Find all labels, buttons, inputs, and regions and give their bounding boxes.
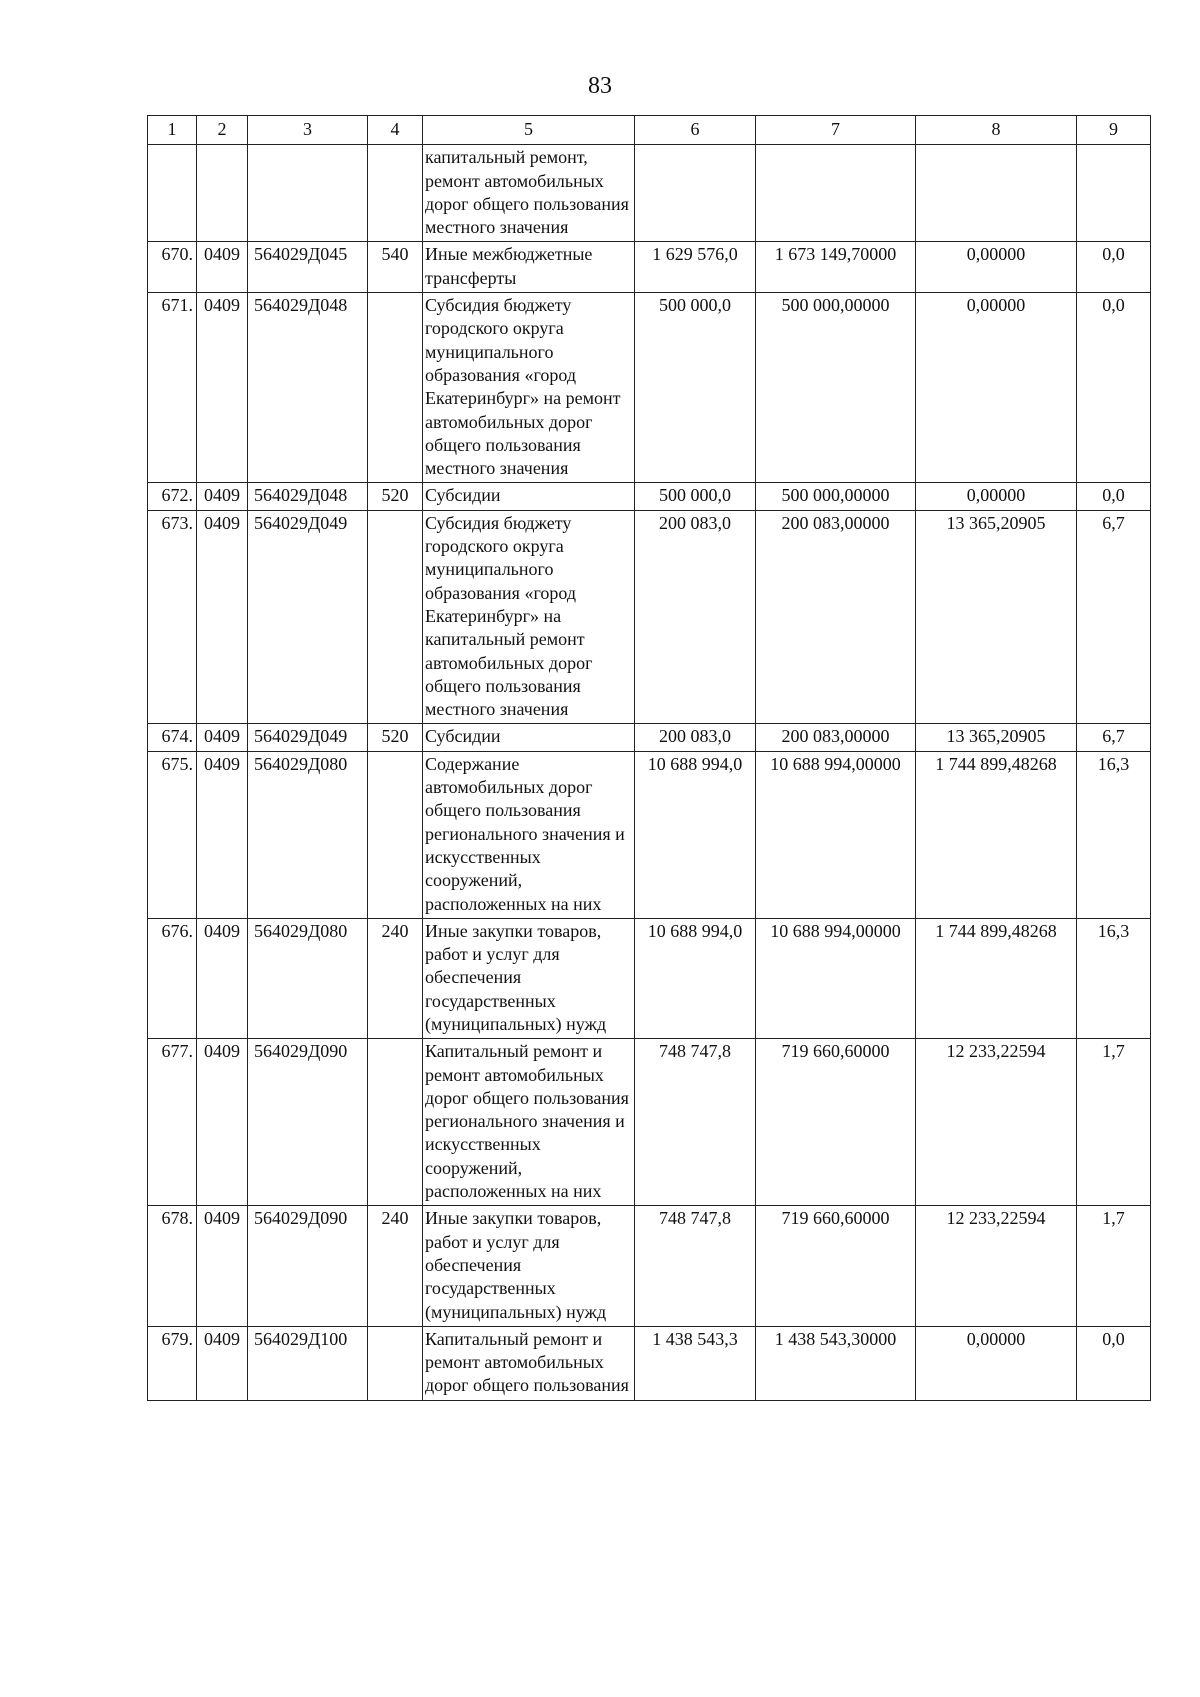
percent-column-9: 0,0 xyxy=(1077,293,1151,483)
table-row xyxy=(148,293,1151,483)
section-code: 0409 xyxy=(197,293,248,483)
value-column-7: 1 438 543,30000 xyxy=(756,1326,916,1400)
target-article-code: 564029Д048 xyxy=(248,293,368,483)
row-number: 673. xyxy=(148,510,197,724)
value-column-8: 12 233,22594 xyxy=(916,1039,1077,1206)
item-name: Субсидии xyxy=(423,724,635,751)
row-number: 674. xyxy=(148,724,197,751)
expense-type-code xyxy=(368,145,423,242)
column-header-9: 9 xyxy=(1077,116,1151,145)
value-column-8: 12 233,22594 xyxy=(916,1206,1077,1326)
value-column-7: 719 660,60000 xyxy=(756,1039,916,1206)
table-row xyxy=(148,242,1151,293)
table-row xyxy=(148,510,1151,724)
percent-column-9: 16,3 xyxy=(1077,751,1151,918)
column-header-8: 8 xyxy=(916,116,1077,145)
row-number: 678. xyxy=(148,1206,197,1326)
row-number: 677. xyxy=(148,1039,197,1206)
value-column-6: 1 438 543,3 xyxy=(635,1326,756,1400)
column-header-1: 1 xyxy=(148,116,197,145)
value-column-6 xyxy=(635,145,756,242)
row-number: 679. xyxy=(148,1326,197,1400)
percent-column-9: 1,7 xyxy=(1077,1206,1151,1326)
value-column-6: 10 688 994,0 xyxy=(635,751,756,918)
row-number: 675. xyxy=(148,751,197,918)
section-code: 0409 xyxy=(197,242,248,293)
table-row xyxy=(148,724,1151,751)
value-column-6: 200 083,0 xyxy=(635,510,756,724)
column-header-2: 2 xyxy=(197,116,248,145)
expense-type-code: 540 xyxy=(368,242,423,293)
item-name: Капитальный ремонт и ремонт автомобильных дорог общего пользования регионального значения и искусственных сооружений, расположенных на них xyxy=(423,1039,635,1206)
item-name: Субсидия бюджету городского округа муниципального образования «город Екатеринбург» на капитальный ремонт автомобильных дорог общего пользования местного значения xyxy=(423,510,635,724)
row-number: 672. xyxy=(148,483,197,510)
expense-type-code: 520 xyxy=(368,724,423,751)
percent-column-9: 1,7 xyxy=(1077,1039,1151,1206)
percent-column-9: 0,0 xyxy=(1077,1326,1151,1400)
row-number: 676. xyxy=(148,918,197,1038)
header-row xyxy=(148,116,1151,145)
value-column-7: 10 688 994,00000 xyxy=(756,751,916,918)
value-column-8: 13 365,20905 xyxy=(916,510,1077,724)
value-column-6: 500 000,0 xyxy=(635,483,756,510)
value-column-6: 1 629 576,0 xyxy=(635,242,756,293)
table-row xyxy=(148,1039,1151,1206)
item-name: Иные закупки товаров, работ и услуг для обеспечения государственных (муниципальных) нужд xyxy=(423,1206,635,1326)
column-header-4: 4 xyxy=(368,116,423,145)
column-header-7: 7 xyxy=(756,116,916,145)
section-code: 0409 xyxy=(197,918,248,1038)
value-column-8: 0,00000 xyxy=(916,483,1077,510)
percent-column-9: 0,0 xyxy=(1077,242,1151,293)
value-column-8: 1 744 899,48268 xyxy=(916,751,1077,918)
value-column-8: 0,00000 xyxy=(916,293,1077,483)
expense-type-code xyxy=(368,1326,423,1400)
value-column-6: 748 747,8 xyxy=(635,1206,756,1326)
table-row xyxy=(148,751,1151,918)
item-name: Субсидии xyxy=(423,483,635,510)
target-article-code: 564029Д049 xyxy=(248,724,368,751)
section-code: 0409 xyxy=(197,483,248,510)
budget-table xyxy=(147,115,1151,1401)
table-row xyxy=(148,918,1151,1038)
item-name: Иные межбюджетные трансферты xyxy=(423,242,635,293)
column-header-6: 6 xyxy=(635,116,756,145)
expense-type-code xyxy=(368,293,423,483)
target-article-code: 564029Д080 xyxy=(248,918,368,1038)
page-number: 83 xyxy=(588,73,612,99)
row-number: 670. xyxy=(148,242,197,293)
section-code: 0409 xyxy=(197,751,248,918)
percent-column-9: 6,7 xyxy=(1077,724,1151,751)
expense-type-code: 240 xyxy=(368,918,423,1038)
percent-column-9: 6,7 xyxy=(1077,510,1151,724)
value-column-7: 500 000,00000 xyxy=(756,293,916,483)
value-column-6: 10 688 994,0 xyxy=(635,918,756,1038)
target-article-code: 564029Д049 xyxy=(248,510,368,724)
item-name: Содержание автомобильных дорог общего пользования регионального значения и искусственных сооружений, расположенных на них xyxy=(423,751,635,918)
value-column-8 xyxy=(916,145,1077,242)
value-column-7: 10 688 994,00000 xyxy=(756,918,916,1038)
value-column-8: 0,00000 xyxy=(916,242,1077,293)
column-header-3: 3 xyxy=(248,116,368,145)
table-row xyxy=(148,1326,1151,1400)
column-header-5: 5 xyxy=(423,116,635,145)
target-article-code: 564029Д080 xyxy=(248,751,368,918)
expense-type-code: 240 xyxy=(368,1206,423,1326)
item-name: Иные закупки товаров, работ и услуг для обеспечения государственных (муниципальных) нужд xyxy=(423,918,635,1038)
expense-type-code xyxy=(368,1039,423,1206)
target-article-code: 564029Д045 xyxy=(248,242,368,293)
section-code: 0409 xyxy=(197,1206,248,1326)
value-column-8: 13 365,20905 xyxy=(916,724,1077,751)
table-body xyxy=(148,116,1151,1401)
section-code: 0409 xyxy=(197,1039,248,1206)
value-column-8: 0,00000 xyxy=(916,1326,1077,1400)
value-column-7 xyxy=(756,145,916,242)
value-column-7: 200 083,00000 xyxy=(756,510,916,724)
value-column-7: 719 660,60000 xyxy=(756,1206,916,1326)
value-column-7: 1 673 149,70000 xyxy=(756,242,916,293)
target-article-code: 564029Д100 xyxy=(248,1326,368,1400)
expense-type-code xyxy=(368,751,423,918)
item-name: Субсидия бюджету городского округа муниципального образования «город Екатеринбург» на ремонт автомобильных дорог общего пользования местного значения xyxy=(423,293,635,483)
percent-column-9: 16,3 xyxy=(1077,918,1151,1038)
section-code xyxy=(197,145,248,242)
item-name: капитальный ремонт, ремонт автомобильных дорог общего пользования местного значения xyxy=(423,145,635,242)
value-column-7: 200 083,00000 xyxy=(756,724,916,751)
expense-type-code: 520 xyxy=(368,483,423,510)
row-number xyxy=(148,145,197,242)
value-column-6: 200 083,0 xyxy=(635,724,756,751)
table-row xyxy=(148,145,1151,242)
target-article-code: 564029Д048 xyxy=(248,483,368,510)
value-column-7: 500 000,00000 xyxy=(756,483,916,510)
expense-type-code xyxy=(368,510,423,724)
target-article-code: 564029Д090 xyxy=(248,1206,368,1326)
section-code: 0409 xyxy=(197,724,248,751)
percent-column-9 xyxy=(1077,145,1151,242)
target-article-code xyxy=(248,145,368,242)
section-code: 0409 xyxy=(197,510,248,724)
target-article-code: 564029Д090 xyxy=(248,1039,368,1206)
value-column-6: 500 000,0 xyxy=(635,293,756,483)
row-number: 671. xyxy=(148,293,197,483)
percent-column-9: 0,0 xyxy=(1077,483,1151,510)
value-column-8: 1 744 899,48268 xyxy=(916,918,1077,1038)
item-name: Капитальный ремонт и ремонт автомобильных дорог общего пользования xyxy=(423,1326,635,1400)
table-row xyxy=(148,483,1151,510)
section-code: 0409 xyxy=(197,1326,248,1400)
value-column-6: 748 747,8 xyxy=(635,1039,756,1206)
table-row xyxy=(148,1206,1151,1326)
